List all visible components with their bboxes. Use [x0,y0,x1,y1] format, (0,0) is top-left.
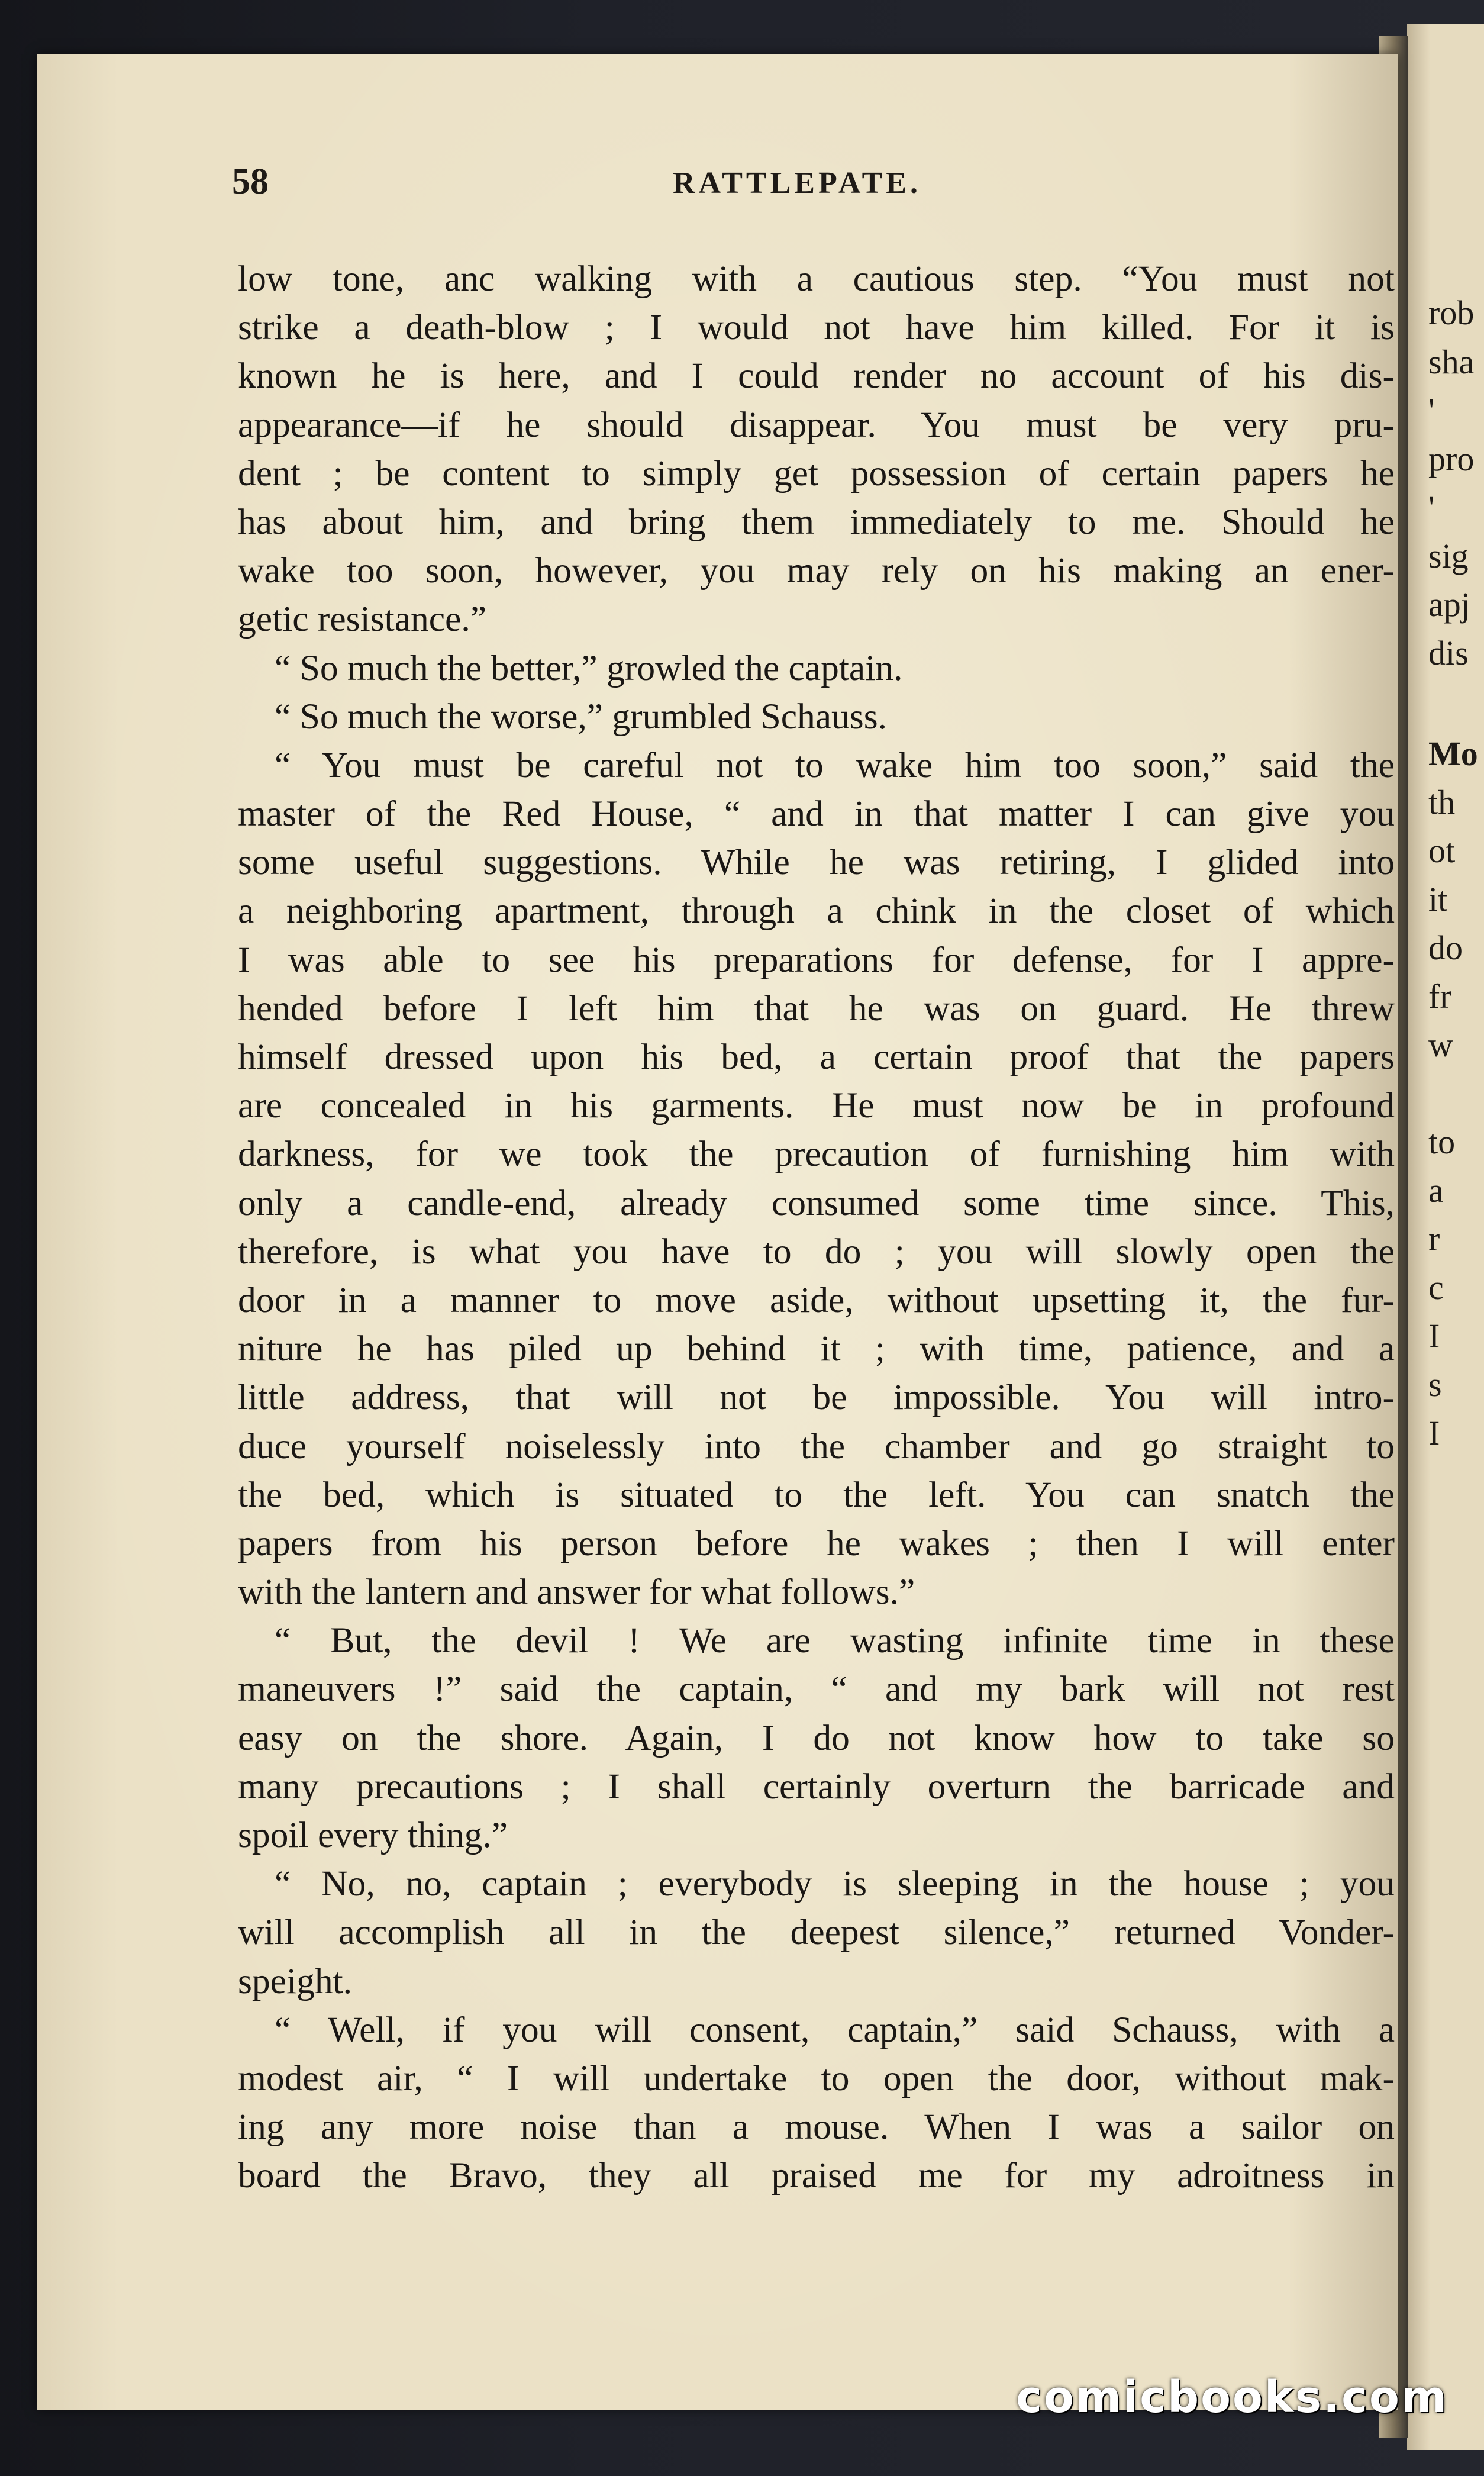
facing-page-fragment: to [1428,1123,1456,1161]
text-line: many precautions ; I shall certainly overturn the barricade and [238,1766,1395,1807]
page-header [232,161,1398,214]
text-line: are concealed in his garments. He must now be in profound [238,1085,1395,1126]
running-head: RATTLEPATE. [673,166,921,200]
facing-page-fragment: pro [1428,440,1475,478]
text-line: “ You must be careful not to wake him too soon,” said the [275,744,1395,785]
text-line: has about him, and bring them immediately to me. Should he [238,501,1395,542]
text-line: getic resistance.” [238,599,487,640]
text-line: will accomplish all in the deepest silence,” returned Vonder- [238,1912,1395,1953]
facing-page-fragment: ' [1428,488,1435,527]
text-line: “ No, no, captain ; everybody is sleeping in the house ; you [275,1864,1395,1904]
text-line: hended before I left him that he was on guard. He threw [238,988,1395,1029]
facing-page-fragment: apj [1428,585,1470,624]
text-line: speight. [238,1961,353,2001]
facing-page-fragment: c [1428,1268,1444,1307]
facing-page-edge [1407,24,1484,2450]
text-line: little address, that will not be impossible. You will intro- [238,1377,1395,1418]
facing-page-fragment: fr [1428,977,1451,1015]
text-line: darkness, for we took the precaution of furnishing him with [238,1134,1395,1175]
text-line: known he is here, and I could render no account of his dis- [238,356,1395,396]
text-line: some useful suggestions. While he was retiring, I glided into [238,842,1395,883]
text-line: modest air, “ I will undertake to open the door, without mak- [238,2058,1395,2098]
facing-page-fragment: do [1428,928,1463,967]
facing-page-fragment: th [1428,783,1456,821]
facing-page-fragment: it [1428,880,1448,918]
text-line: niture he has piled up behind it ; with time, patience, and a [238,1329,1395,1369]
page-number: 58 [232,162,269,202]
text-line: ing any more noise than a mouse. When I was a sailor on [238,2107,1395,2148]
facing-page-fragment: ' [1428,391,1435,430]
facing-page-fragment: sig [1428,537,1469,575]
facing-page-fragment: sha [1428,343,1475,381]
text-line: board the Bravo, they all praised me for my adroitness in [238,2155,1395,2196]
facing-page-fragment: w [1428,1026,1453,1064]
text-line: appearance—if he should disappear. You must be very pru- [238,404,1395,445]
facing-page-fragment: rob [1428,294,1475,332]
text-line: “ So much the better,” growled the captain. [275,647,903,688]
text-line: dent ; be content to simply get possession of certain papers he [238,453,1395,494]
text-line: I was able to see his preparations for defense, for I appre- [238,939,1395,980]
facing-page-fragment: ot [1428,831,1456,870]
text-line: with the lantern and answer for what follows.” [238,1572,915,1613]
text-line: “ Well, if you will consent, captain,” said Schauss, with a [275,2009,1395,2050]
text-line: low tone, anc walking with a cautious step. “You must not [238,259,1395,299]
text-line: spoil every thing.” [238,1815,508,1855]
text-line: therefore, is what you have to do ; you will slowly open the [238,1231,1395,1272]
facing-page-fragment: s [1428,1365,1442,1404]
text-line: “ So much the worse,” grumbled Schauss. [275,696,888,737]
text-line: a neighboring apartment, through a chink in the closet of which [238,891,1395,931]
facing-page-fragment: r [1428,1220,1440,1258]
text-line: door in a manner to move aside, without upsetting it, the fur- [238,1279,1395,1320]
text-line: master of the Red House, “ and in that matter I can give you [238,794,1395,834]
text-line: himself dressed upon his bed, a certain proof that the papers [238,1037,1395,1077]
text-line: wake too soon, however, you may rely on his making an ener- [238,550,1395,591]
text-line: duce yourself noiselessly into the chamber and go straight to [238,1426,1395,1466]
text-line: “ But, the devil ! We are wasting infinite time in these [275,1620,1395,1661]
watermark: comicbooks.com [1016,2372,1448,2423]
text-line: strike a death-blow ; I would not have him killed. For it is [238,307,1395,348]
facing-page-fragment: I [1428,1317,1440,1355]
body-text [238,254,1395,2200]
facing-page-fragment: a [1428,1171,1444,1210]
text-line: easy on the shore. Again, I do not know how to take so [238,1717,1395,1758]
facing-page-fragment: Mo [1428,734,1478,773]
text-line: papers from his person before he wakes ; then I will enter [238,1523,1395,1563]
facing-page-fragment: I [1428,1414,1440,1452]
facing-page-fragment: dis [1428,634,1469,672]
text-line: the bed, which is situated to the left. You can snatch the [238,1474,1395,1515]
text-line: only a candle-end, already consumed some time since. This, [238,1182,1395,1223]
text-line: maneuvers !” said the captain, “ and my bark will not rest [238,1669,1395,1710]
